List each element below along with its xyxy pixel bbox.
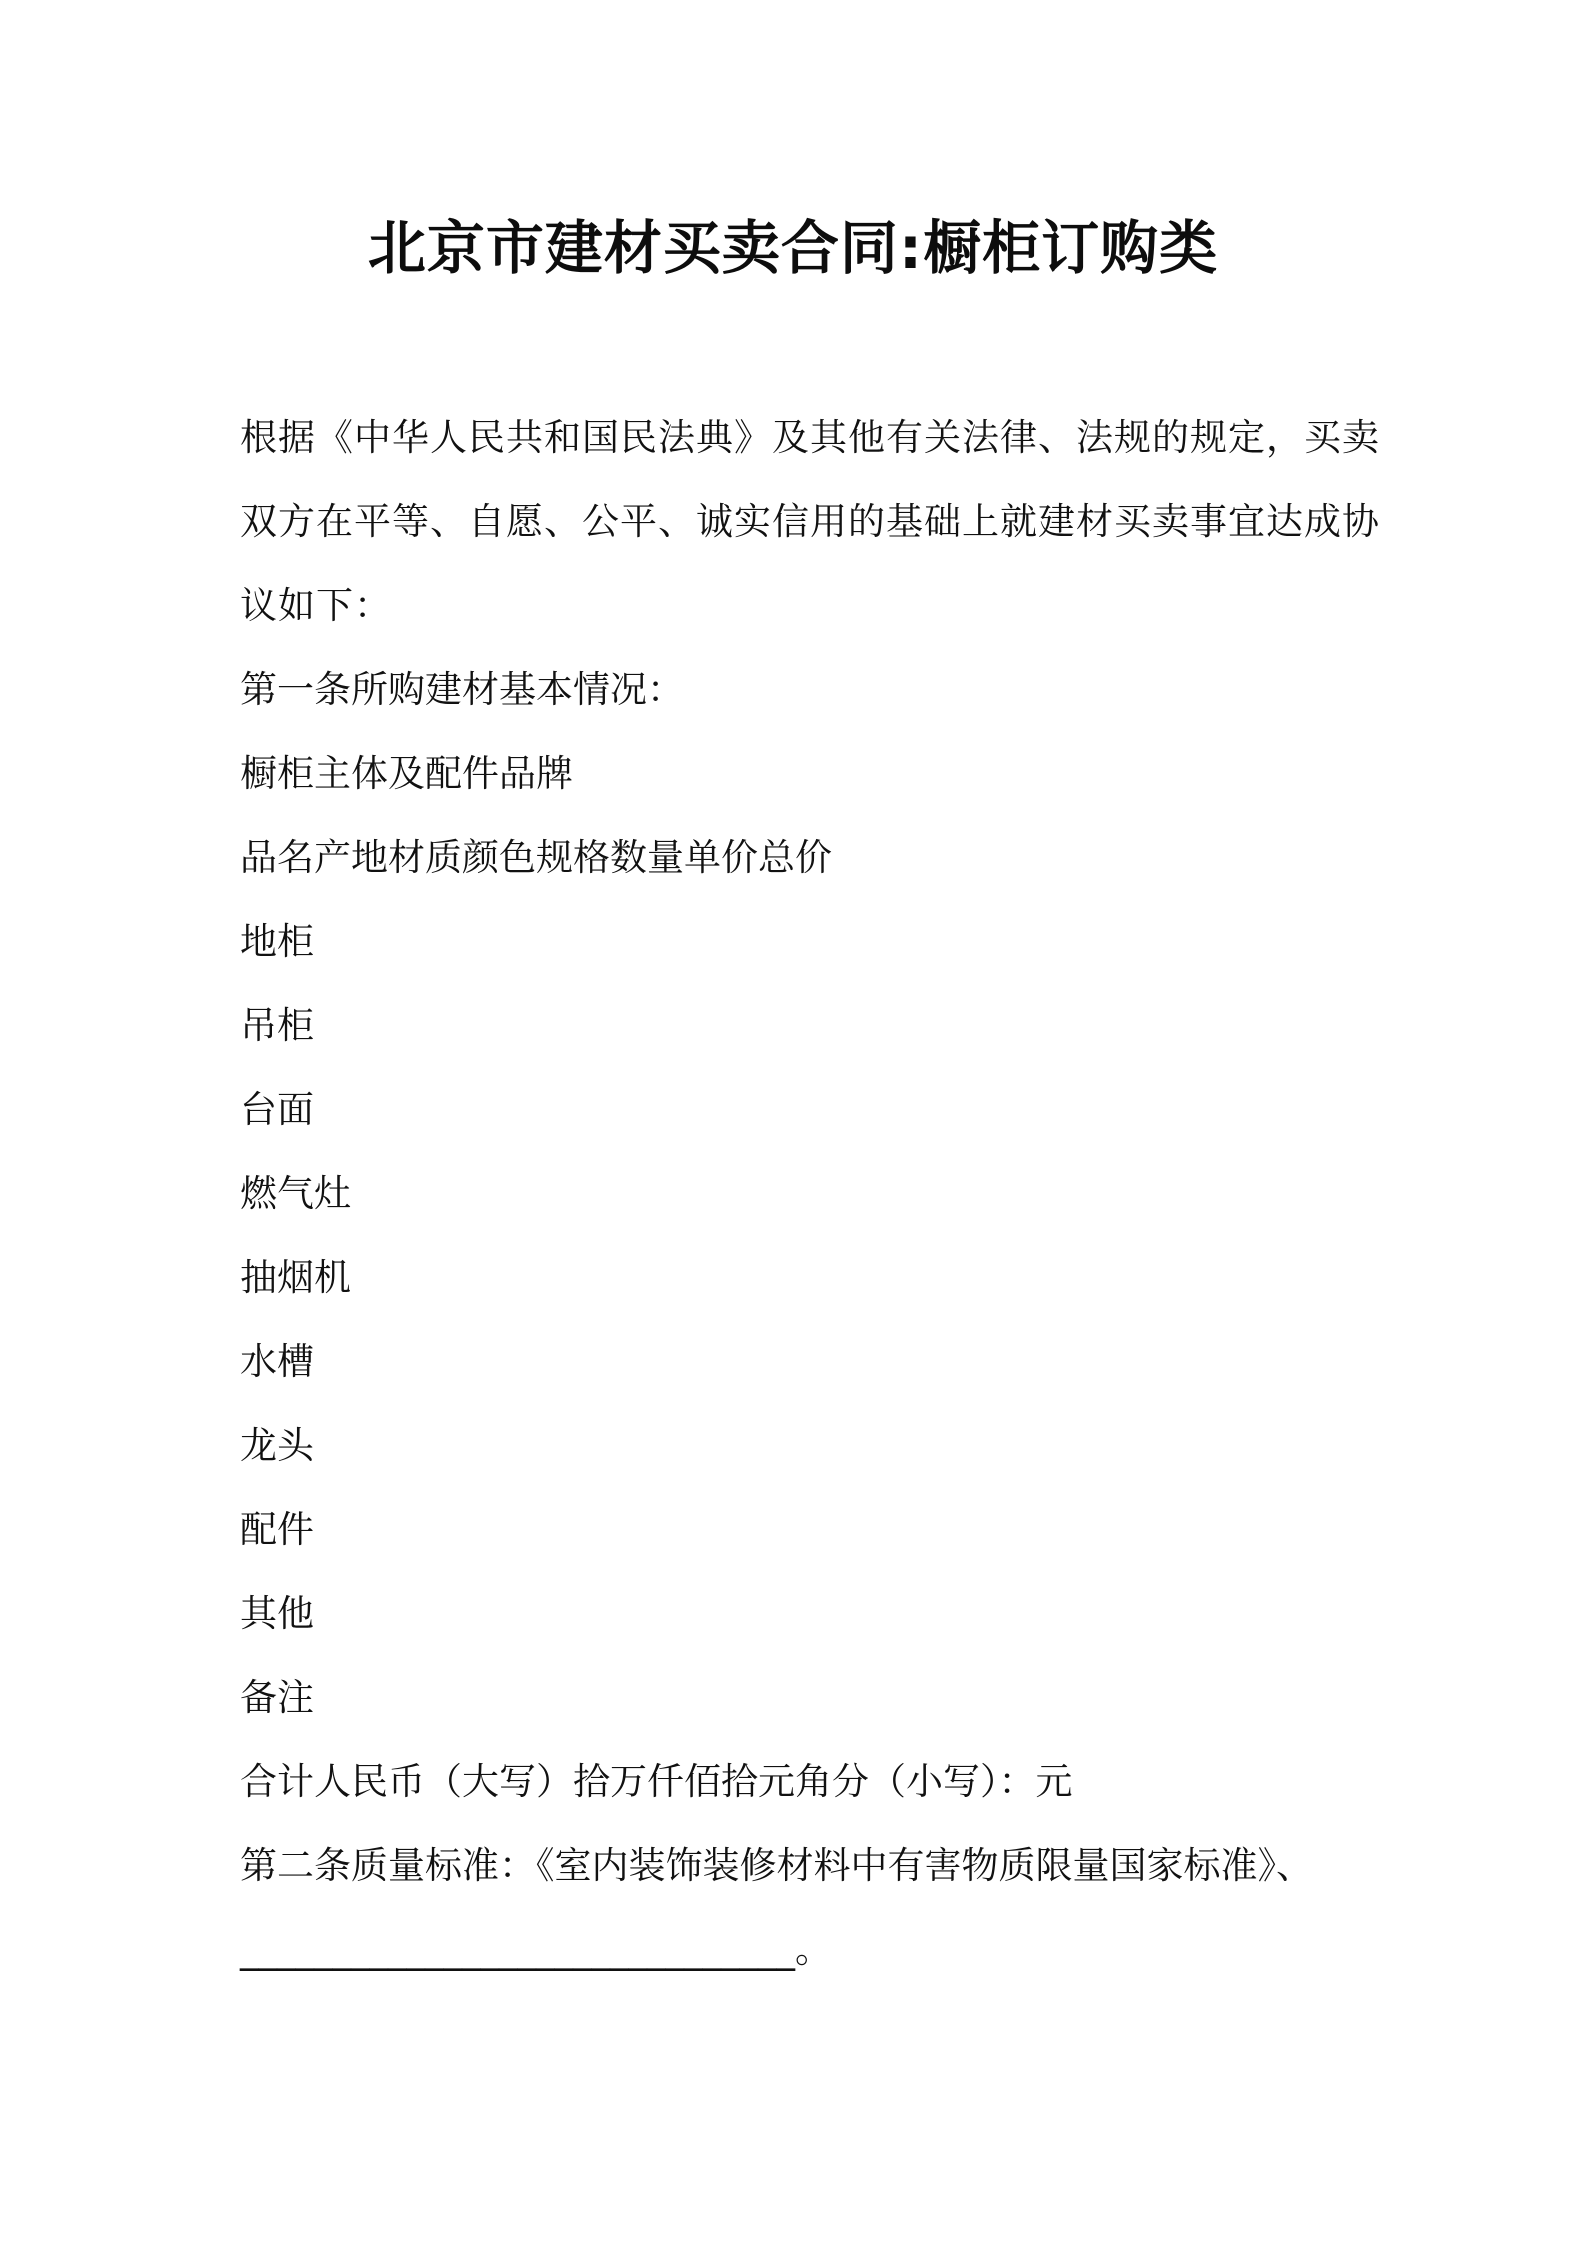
intro-line-3: 议如下：	[240, 584, 392, 627]
intro-line-2: 双方在平等、自愿、公平、诚实信用的基础上就建材买卖事宜达成协	[240, 500, 1380, 543]
item-line: 其他	[240, 1592, 314, 1635]
intro-line-1: 根据《中华人民共和国民法典》及其他有关法律、法规的规定，买卖	[240, 416, 1380, 459]
brand-line: 橱柜主体及配件品牌	[240, 752, 573, 795]
item-line: 吊柜	[240, 1004, 314, 1047]
article2-line: 第二条质量标准：《室内装饰装修材料中有害物质限量国家标准》、	[240, 1844, 1313, 1887]
table-header-line: 品名产地材质颜色规格数量单价总价	[240, 836, 832, 879]
item-line: 备注	[240, 1676, 314, 1719]
total-line: 合计人民币（大写）拾万仟佰拾元角分（小写）：元	[240, 1760, 1073, 1803]
item-line: 水槽	[240, 1340, 314, 1383]
document-body	[240, 396, 1380, 1992]
blank-fill-line: ______________________________。	[240, 1928, 832, 1971]
item-line: 地柜	[240, 920, 314, 963]
item-line: 配件	[240, 1508, 314, 1551]
item-line: 龙头	[240, 1424, 314, 1467]
item-line: 台面	[240, 1088, 314, 1131]
article1-heading: 第一条所购建材基本情况：	[240, 668, 684, 711]
item-line: 抽烟机	[240, 1256, 351, 1299]
document-title: 北京市建材买卖合同:橱柜订购类	[367, 214, 1219, 282]
item-line: 燃气灶	[240, 1172, 351, 1215]
